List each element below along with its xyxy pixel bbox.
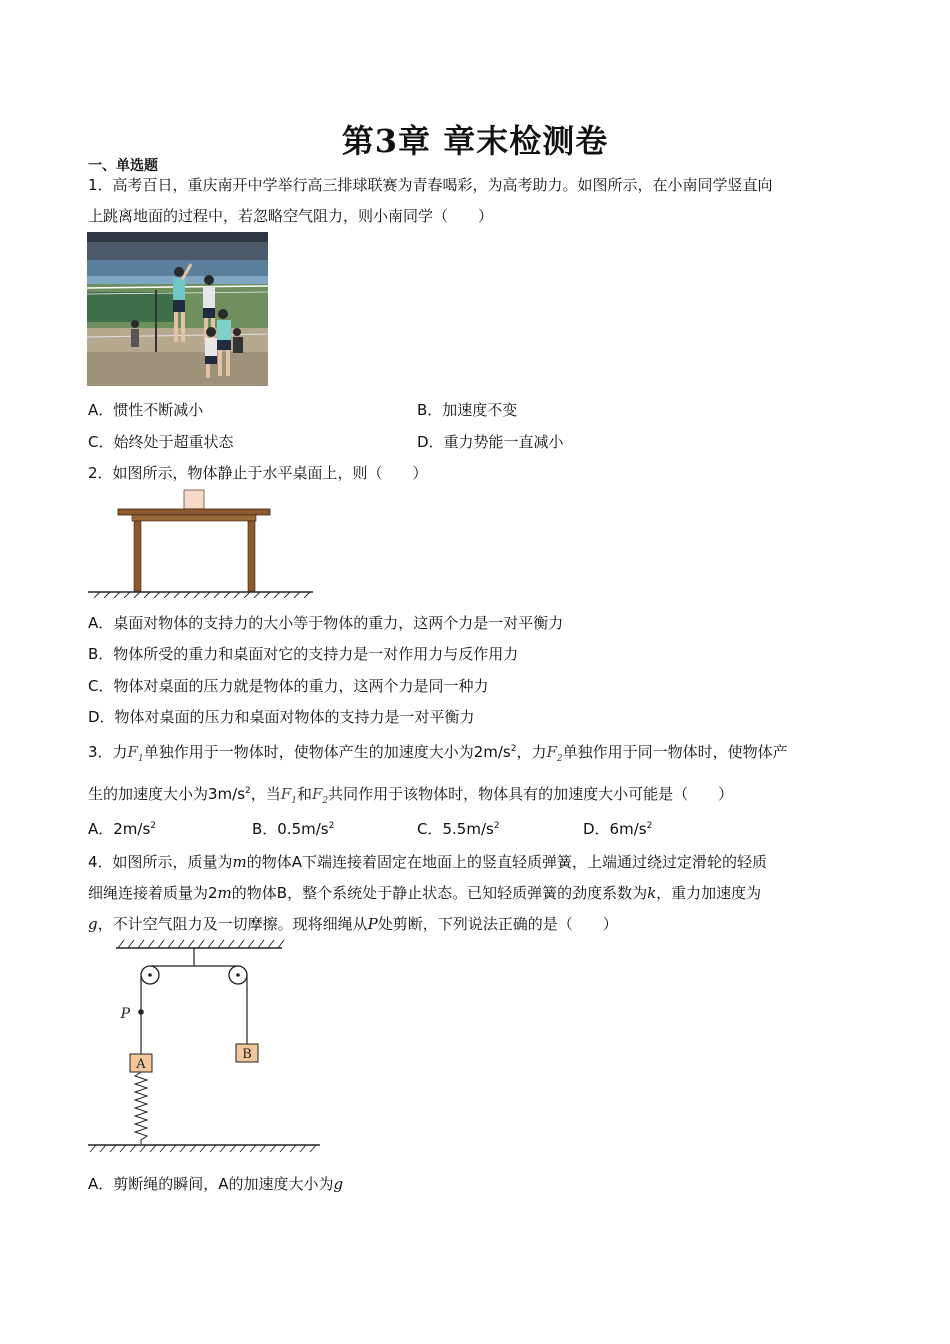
force-f1-symbol: $F_1$ bbox=[280, 785, 297, 806]
q3-option-d[interactable]: D．$6m/s^2$ bbox=[583, 820, 653, 838]
q3-option-c[interactable]: C．$5.5m/s^2$ bbox=[417, 820, 500, 838]
q3-text-6: ，当 bbox=[250, 785, 281, 803]
page-title: 第3章 章末检测卷 bbox=[341, 122, 609, 160]
q1-option-b[interactable]: B．加速度不变 bbox=[417, 401, 518, 419]
table-diagram bbox=[88, 488, 313, 598]
q4-stem-line2: 细绳连接着质量为2m的物体B，整个系统处于静止状态。已知轻质弹簧的劲度系数为k，重力加速度为 bbox=[88, 884, 762, 902]
section-heading: 一、单选题 bbox=[88, 158, 158, 174]
q3-text-7: 和 bbox=[296, 785, 312, 803]
pulley-spring-diagram bbox=[86, 936, 322, 1154]
q1-option-d[interactable]: D．重力势能一直减小 bbox=[417, 433, 564, 451]
q2-option-a[interactable]: A．桌面对物体的支持力的大小等于物体的重力，这两个力是一对平衡力 bbox=[88, 614, 564, 632]
q4-stem-line1: 4．如图所示，质量为m的物体A下端连接着固定在地面上的竖直轻质弹簧，上端通过绕过定滑轮的轻质 bbox=[88, 853, 768, 871]
q3-stem-line2: 生的加速度大小为$3m/s^2$，当$F_1$和$F_2$共同作用于该物体时，物体具有的加速度大小可能是（ ） bbox=[88, 785, 734, 806]
q2-option-c[interactable]: C．物体对桌面的压力就是物体的重力，这两个力是同一种力 bbox=[88, 677, 489, 695]
q4-stem-line3: g，不计空气阻力及一切摩擦。现将细绳从P处剪断，下列说法正确的是（ ） bbox=[88, 915, 618, 933]
force-f1-symbol: $F_1$ bbox=[127, 743, 144, 764]
q3-text-3: ，力 bbox=[516, 743, 547, 761]
q1-stem-line1: 1．高考百日，重庆南开中学举行高三排球联赛为青春喝彩，为高考助力。如图所示，在小南同学竖直向 bbox=[88, 176, 773, 194]
force-f2-symbol: $F_2$ bbox=[311, 785, 329, 806]
q1-option-c[interactable]: C．始终处于超重状态 bbox=[88, 433, 234, 451]
q3-text-8: 共同作用于该物体时，物体具有的加速度大小可能是（ ） bbox=[328, 785, 734, 803]
q4-option-a[interactable]: A．剪断绳的瞬间，A的加速度大小为g bbox=[88, 1175, 344, 1193]
q2-stem: 2．如图所示，物体静止于水平桌面上，则（ ） bbox=[88, 464, 428, 482]
q3-text-2: 单独作用于一物体时，使物体产生的加速度大小为2m/s bbox=[143, 743, 511, 761]
label-b: B bbox=[242, 1047, 252, 1062]
q3-stem-line1: 3．力$F_1$单独作用于一物体时，使物体产生的加速度大小为$2m/s^2$，力$F_2$单独作用于同一物体时，使物体产 bbox=[88, 743, 788, 764]
q3-text-1: 3．力 bbox=[88, 743, 128, 761]
q3-text-5: 生的加速度大小为3m/s bbox=[88, 785, 246, 803]
label-a: A bbox=[136, 1057, 146, 1072]
q1-option-a[interactable]: A．惯性不断减小 bbox=[88, 401, 204, 419]
q1-stem-line2: 上跳离地面的过程中，若忽略空气阻力，则小南同学（ ） bbox=[88, 207, 494, 225]
q2-option-b[interactable]: B．物体所受的重力和桌面对它的支持力是一对作用力与反作用力 bbox=[88, 645, 519, 663]
q3-option-b[interactable]: B．$0.5m/s^2$ bbox=[252, 820, 335, 838]
force-f2-symbol: $F_2$ bbox=[546, 743, 563, 764]
label-p: P bbox=[120, 1006, 130, 1022]
q3-option-a[interactable]: A．$2m/s^2$ bbox=[88, 820, 157, 838]
volleyball-photo bbox=[87, 232, 268, 386]
q3-text-4: 单独作用于同一物体时，使物体产 bbox=[562, 743, 788, 761]
q2-option-d[interactable]: D．物体对桌面的压力和桌面对物体的支持力是一对平衡力 bbox=[88, 708, 475, 726]
